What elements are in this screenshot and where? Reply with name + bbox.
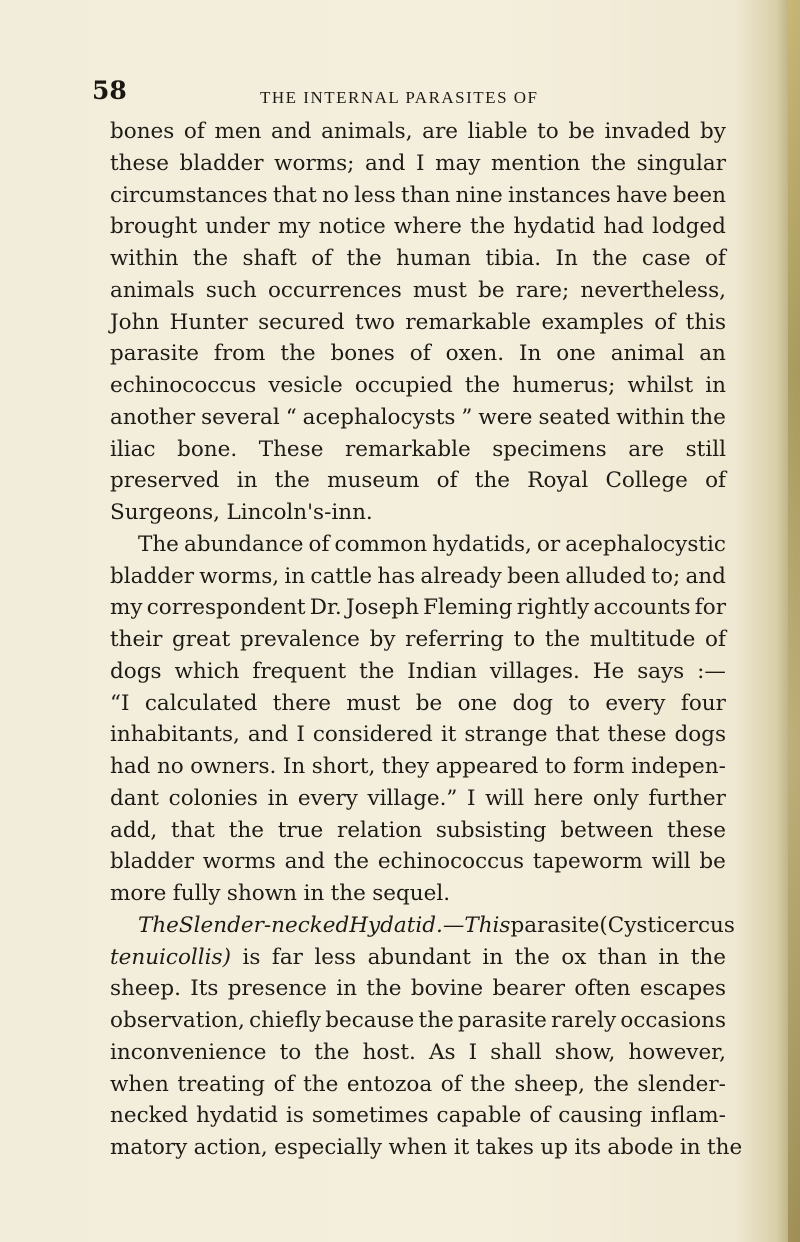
page-edge [788,0,800,1242]
text-line: parasite from the bones of oxen. In one animal an [110,341,726,367]
text-line: matory action, especially when it takes up its abode in the [110,1135,743,1160]
text-line: John Hunter secured two remarkable examples of this [110,309,726,335]
page-number: 58 [92,76,127,105]
text-line: tenuicollis) is far less abundant in the ox than in the [110,944,726,970]
text-line: another several “ acephalocysts ” were seated within the [110,404,726,430]
text-line: sheep. Its presence in the bovine bearer often escapes [110,976,726,1002]
text-line: when treating of the entozoa of the sheep, the slender- [110,1071,726,1097]
text-line: dogs which frequent the Indian villages. He says :— [110,658,726,684]
text-line: their great prevalence by referring to the multitude of [110,627,726,652]
body-text [110,116,743,1164]
text-line: dant colonies in every village.” I will here only further [110,785,726,811]
text-line: bones of men and animals, are liable to be invaded by [110,119,726,144]
text-line: echinococcus vesicle occupied the humerus; whilst in [110,373,726,398]
text-line: these bladder worms; and I may mention the singular [110,150,726,176]
text-line: had no owners. In short, they appeared to form indepen- [110,754,726,779]
text-line: inconvenience to the host. As I shall show, however, [110,1039,726,1065]
text-line: my correspondent Dr. Joseph Fleming rightly accounts for [110,595,726,621]
text-line: The abundance of common hydatids, or acephalocystic [138,531,726,557]
text-line: bladder worms and the echinococcus tapeworm will be [110,849,726,875]
text-line: circumstances that no less than nine instances have been [110,182,726,208]
text-line: iliac bone. These remarkable specimens are still [110,436,726,462]
text-line: “I calculated there must be one dog to every four [110,690,726,716]
text-line: animals such occurrences must be rare; nevertheless, [110,277,726,303]
text-line: within the shaft of the human tibia. In the case of [110,246,726,271]
text-line: preserved in the museum of the Royal College of [110,468,726,494]
text-line: The Slender-necked Hydatid.—This parasite (Cysticercus [138,912,735,938]
text-line: more fully shown in the sequel. [110,881,451,906]
text-line: Surgeons, Lincoln's-inn. [110,500,373,525]
text-line: brought under my notice where the hydatid had lodged [110,214,726,240]
text-line: observation, chiefly because the parasite rarely occasions [110,1008,726,1033]
text-line: add, that the true relation subsisting between these [110,817,726,843]
text-line: necked hydatid is sometimes capable of causing inflam- [110,1103,726,1129]
text-line: bladder worms, in cattle has already been alluded to; and [110,563,726,589]
running-head: THE INTERNAL PARASITES OF [260,88,539,107]
text-line: inhabitants, and I considered it strange that these dogs [110,722,726,748]
page-header [92,76,732,116]
